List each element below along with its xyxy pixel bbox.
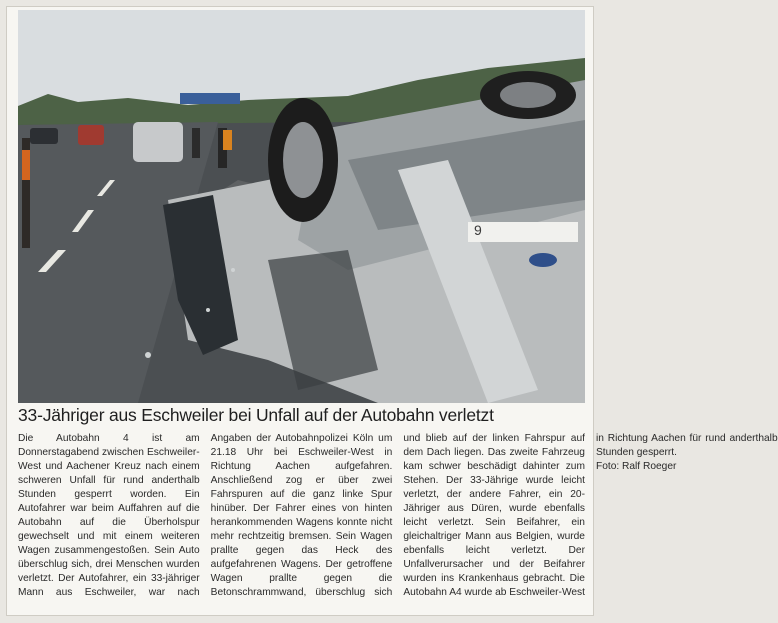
accident-photo — [18, 10, 585, 403]
photo-credit: Foto: Ralf Roeger — [595, 461, 677, 472]
license-plate-text: 9 — [474, 222, 482, 238]
article-body — [18, 432, 778, 608]
article-headline: 33-Jähriger aus Eschweiler bei Unfall auf der Autobahn verletzt — [18, 405, 494, 425]
article-body-text: Die Autobahn 4 ist am Donnerstagabend zwischen Eschweiler-West und Aachener Kreuz nach einem schweren Unfall für rund anderthalb Stunden gesperrt worden. Ein Autofahrer war beim Auffahren auf die Autobahn auf die Überholspur gewechselt und mit einem weiteren Wagen zusammengestoßen. Sein Auto überschlug sich, drei Menschen wurden verletzt. Der Autofahrer, ein 33-jähriger Mann aus Eschweiler, war nach Angaben der Autobahnpolizei Köln um 21.18 Uhr bei Eschweiler-West in Richtung Aachen aufgefahren. Anschließend zog er über zwei Fahrspuren auf die ganz linke Spur hinüber. Der Fahrer eines von hinten herankommenden Wagens konnte nicht mehr rechtzeitig bremsen. Sein Wagen prallte gegen das Heck des aufgefahrenen Wagens. Der getroffene Wagen prallte gegen die Betonschrammwand, überschlug sich und blieb auf der linken Fahrspur auf dem Dach liegen. Das zweite Fahrzeug kam schwer beschädigt dahinter zum Stehen. Der 33-Jährige wurde leicht verletzt, der andere Fahrer, ein 20-Jähriger aus Düren, wurde ebenfalls leicht verletzt. Sein Beifahrer, ein gleichaltriger Mann aus Belgien, wurde ebenfalls leicht verletzt. Der Unfallverursacher und der Beifahrer wurden ins Krankenhaus gebracht. Die Autobahn A4 wurde ab Eschweiler-West in Richtung Aachen für rund anderthalb Stunden gesperrt. — [18, 433, 778, 598]
